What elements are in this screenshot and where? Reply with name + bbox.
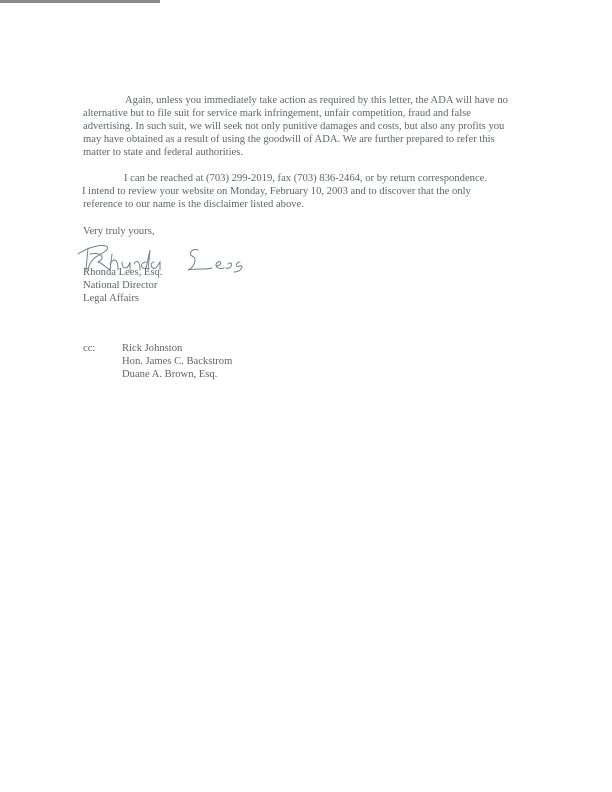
text-line: matter to state and federal authorities. [83,147,244,158]
text-line: may have obtained as a result of using the goodwill of ADA. We are further prepared to refer this [83,134,495,145]
scan-edge-artifact [0,0,160,3]
cc-label: cc: [83,343,96,354]
text-line: I intend to review your website on Monday, February 10, 2003 and to discover that the only [82,186,471,197]
text-line: I can be reached at (703) 299-2019, fax (703) 836-2464, or by return correspondence. [124,173,487,184]
signer-title: National Director [83,280,158,291]
cc-recipient: Hon. James C. Backstrom [122,356,233,367]
text-line: alternative but to file suit for service mark infringement, unfair competition, fraud and false [83,108,472,119]
closing: Very truly yours, [83,226,155,237]
cc-recipient: Rick Johnston [122,343,183,354]
cc-recipient: Duane A. Brown, Esq. [122,369,218,380]
text-line: advertising. In such suit, we will seek not only punitive damages and costs, but also any profits you [83,121,505,132]
text-line: Again, unless you immediately take action as required by this letter, the ADA will have no [125,95,508,106]
signer-name: Rhonda Lees, Esq. [83,267,163,278]
text-line: reference to our name is the disclaimer listed above. [83,199,304,210]
signer-department: Legal Affairs [83,293,139,304]
